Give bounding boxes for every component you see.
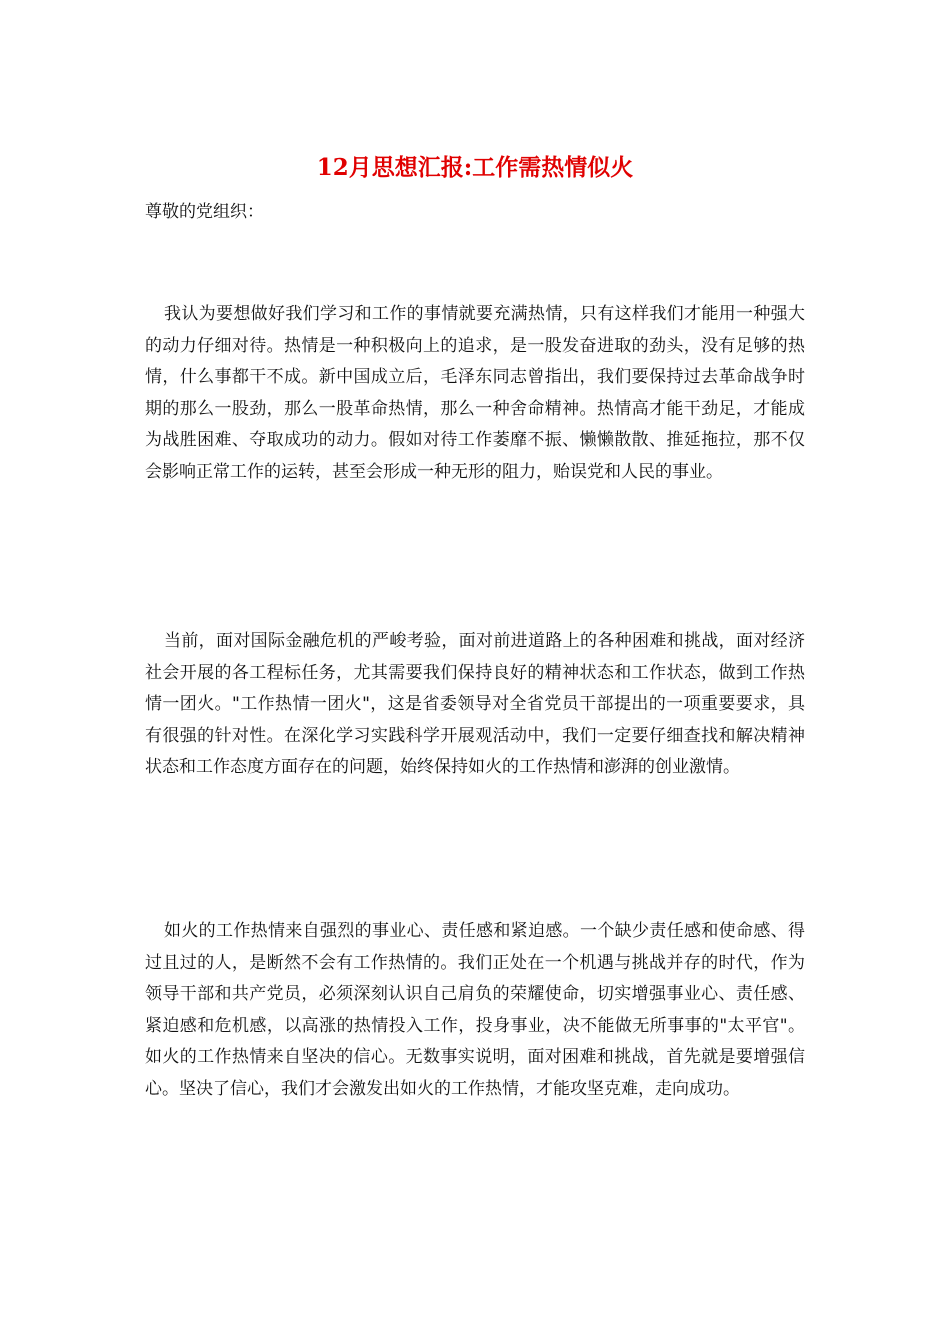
paragraph-2: 当前，面对国际金融危机的严峻考验，面对前进道路上的各种困难和挑战，面对经济社会开展的各工程标任务，尤其需要我们保持良好的精神状态和工作状态，做到工作热情一团火。"工作热情一团火"，这是省委领导对全省党员干部提出的一项重要要求，具有很强的针对性。在深化学习实践科学开展观活动中，我们一定要仔细查找和解决精神状态和工作态度方面存在的问题，始终保持如火的工作热情和澎湃的创业激情。 xyxy=(145,631,805,777)
document-title: 12月思想汇报:工作需热情似火 xyxy=(316,154,634,181)
paragraph-3: 如火的工作热情来自强烈的事业心、责任感和紧迫感。一个缺少责任感和使命感、得过且过的人，是断然不会有工作热情的。我们正处在一个机遇与挑战并存的时代，作为领导干部和共产党员，必须深刻认识自己肩负的荣耀使命，切实增强事业心、责任感、紧迫感和危机感，以高涨的热情投入工作，投身事业，决不能做无所事事的"太平官"。如火的工作热情来自坚决的信心。无数事实说明，面对困难和挑战，首先就是要增强信心。坚决了信心，我们才会激发出如火的工作热情，才能攻坚克难，走向成功。 xyxy=(145,921,805,1099)
salutation: 尊敬的党组织： xyxy=(145,202,264,222)
paragraph-1: 我认为要想做好我们学习和工作的事情就要充满热情，只有这样我们才能用一种强大的动力仔细对待。热情是一种积极向上的追求，是一股发奋进取的劲头，没有足够的热情，什么事都干不成。新中国成立后，毛泽东同志曾指出，我们要保持过去革命战争时期的那么一股劲，那么一股革命热情，那么一种舍命精神。热情高才能干劲足，才能成为战胜困难、夺取成功的动力。假如对待工作萎靡不振、懒懒散散、推延拖拉，那不仅会影响正常工作的运转，甚至会形成一种无形的阻力，贻误党和人民的事业。 xyxy=(145,304,805,482)
